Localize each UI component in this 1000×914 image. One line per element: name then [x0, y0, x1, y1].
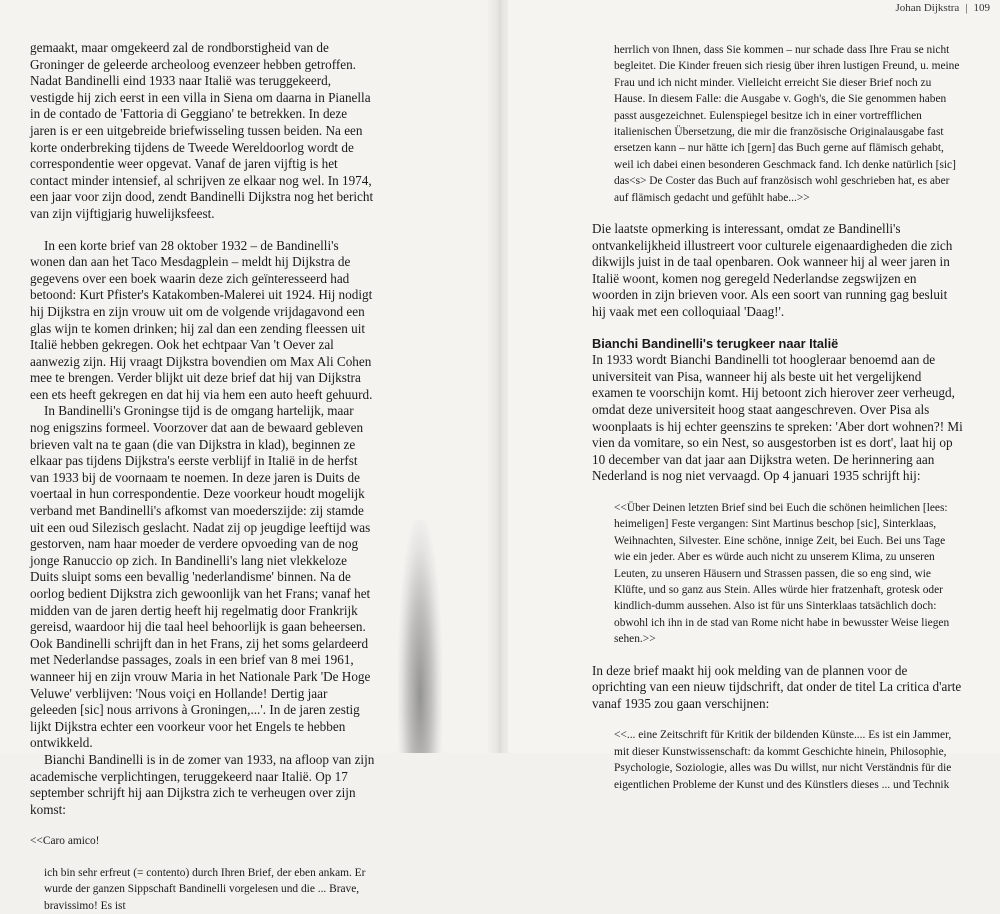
header-author: Johan Dijkstra: [895, 2, 960, 14]
left-page: [0, 0, 492, 912]
left-quote-body: ich bin sehr erfreut (= contento) durch Ihren Brief, der eben ankam. Er wurde der ganzen Sippschaft Bandinelli vorgelesen und die ... Brave, bravissimo! Es ist: [44, 866, 366, 912]
section-heading: Bianchi Bandinelli's terugkeer naar Italië: [592, 335, 839, 351]
right-quote-bottom: <<... eine Zeitschrift für Kritik der bildenden Künste.... Es ist ein Jammer, mit dieser Kunstwissenschaft: da kommt Geschichte hinein, Philosophie, Psychologie, Soziologie, alles was Du willst, nur nicht Verständnis für die eigentlichen Probleme der Kunst und des Künstlers dieses ... und Technik: [614, 729, 952, 791]
left-quote-salutation: <<Caro amico!: [30, 835, 100, 848]
right-paragraph-3: In deze brief maakt hij ook melding van de plannen voor de oprichting van een nieuw tijdschrift, dat onder de titel La critica d'arte vanaf 1935 zou gaan verschijnen:: [592, 662, 962, 711]
right-column: [592, 42, 964, 793]
left-column: [30, 40, 375, 914]
header-separator: |: [965, 2, 968, 14]
left-paragraph-2: In een korte brief van 28 oktober 1932 – de Bandinelli's wonen dan aan het Taco Mesdagplein – meldt hij Dijkstra de gegevens over een boek waarin deze zich geïnteresseerd had betoond: Kurt Pfister's Katakomben-Malerei uit 1924. Hij nodigt hij Dijkstra en zijn vrouw uit om de volgende vrijdagavond een glas wijn te komen drinken; hij zal dan een zending fleessen uit Italië hebben gekregen. Ook het echtpaar Van 't Oever zal aanwezig zijn. Hij vraagt Dijkstra bovendien om Max Ali Cohen mee te brengen. Verder blijkt uit deze brief dat hij van Dijkstra een ets heeft gekregen en dat hij via hem een auto heeft gehuurd.: [30, 237, 373, 402]
right-page: [508, 0, 1000, 791]
right-quote-middle: <<Über Deinen letzten Brief sind bei Euch die schönen heimlichen [lees: heimeligen] Feste vergangen: Sint Martinus beschop [sic], Sinterklaas, Weihnachten, Silvester. Eine schöne, innige Zeit, bei Euch. Bei uns Tage wie ein jeder. Aber es würde auch nicht zu unserem Klima, zu unseren Leuten, zu unseren Häusern und Strassen passen, die so eng sind, wie Klüfte, und so ganz aus Stein. Alles würde hier fratzenhaft, grotesk oder kindlich-dumm aussehen. Also ist für uns Sinterklaas tatsächlich doch: obwohl ich ihn in de stad van Rome nicht habe in bewusster Weise liegen sehen.>>: [614, 501, 950, 646]
right-quote-top: herrlich von Ihnen, dass Sie kommen – nur schade dass Ihre Frau se nicht begleitet. Die Kinder freuen sich riesig über ihren lustigen Freund, u. meine Frau und ich nicht minder. Vielleicht erreicht Sie dieser Brief noch zu Hause. In diesem Falle: die Ausgabe v. Gogh's, die Sie genommen haben passt ausgezeichnet. Eulenspiegel besitze ich in einer vortrefflichen italienischen Übersetzung, die mir die französische Originalausgabe fast ersetzen kann – nur hätte ich [gern] das Buch gerne auf flämisch gehabt, weil ich dabei einen besonderen Geschmack fand. Ich denke natürlich [sic] das<s> De Coster das Buch auf französisch wohl geschrieben hat, es aber auf flämisch gedacht und gefühlt habe...>>: [614, 44, 960, 204]
scan-shadow: [398, 520, 442, 753]
right-paragraph-1: Die laatste opmerking is interessant, omdat ze Bandinelli's ontvankelijkheid illustreert voor culturele eigenaardigheden die zich dikwijls juist in de taal openbaren. Ook wanneer hij al weer jaren in Italië woont, komen nog geregeld Nederlandse zegswijzen en woorden in zijn brieven voor. Als een soort van running gag besluit hij vaak met een colloquiaal 'Daag!'.: [592, 221, 953, 320]
left-paragraph-4: Bianchi Bandinelli is in de zomer van 1933, na afloop van zijn academische verplichtingen, teruggekeerd naar Italië. Op 17 september schrijft hij aan Dijkstra zich te verheugen over zijn komst:: [30, 751, 375, 817]
left-paragraph-1: gemaakt, maar omgekeerd zal de rondborstigheid van de Groninger de geleerde archeoloog evenzeer hebben getroffen. Nadat Bandinelli eind 1933 naar Italië was teruggekeerd, vestigde hij zich eerst in een villa in Siena om daarna in Pianella in de contado de 'Fattoria di Geggiano' te betrekken. In deze jaren is er een uitgebreide briefwisseling tussen beiden. Na een korte onderbreking tijdens de Tweede Wereldoorlog wordt de correspondentie weer opgevat. Vanaf de jaren vijftig is het contact minder intensief, al schrijven ze elkaar nog wel. In 1974, een jaar voor zijn dood, zendt Bandinelli Dijkstra nog het bericht van zijn vijftigjarig huwelijksfeest.: [30, 40, 374, 221]
right-paragraph-2: In 1933 wordt Bianchi Bandinelli tot hoogleraar benoemd aan de universiteit van Pisa, wanneer hij als beste uit het vergelijkend examen te voorschijn komt. Hij betoont zich hierover zeer verheugd, omdat deze universiteit hoog staat aangeschreven. Over Pisa als woonplaats is hij echter geenszins te spreken: 'Aber dort wohnen?! Mi vien da vomitare, so ein Nest, so ausgestorben ist es dort', laat hij op 10 december van dat jaar aan Dijkstra weten. De herinnering aan Nederland is nog niet vervaagd. Op 4 januari 1935 schrijft hij:: [592, 352, 963, 484]
running-header: [895, 2, 990, 14]
left-paragraph-3: In Bandinelli's Groningse tijd is de omgang hartelijk, maar nog enigszins formeel. Voorzover dat aan de bewaard gebleven brieven valt na te gaan (die van Dijkstra in klad), beginnen ze elkaar pas tijdens Dijkstra's eerste verblijf in Italië in de herfst van 1933 bij de voornaam te noemen. In deze jaren is Duits de voertaal in hun correspondentie. Deze voorkeur houdt mogelijk verband met Bandinelli's afkomst van moederszijde: zij stamde uit een oud Silezisch geslacht. Nadat zij op jeugdige leeftijd was gestorven, nam haar moeder de verdere opvoeding van de nog jonge Ranuccio op zich. In Bandinelli's lang niet vlekkeloze Duits sluipt soms een bevallig 'nederlandisme' binnen. Na de oorlog bedient Dijkstra zich gewoonlijk van het Frans; vanaf het midden van de jaren dertig heeft hij regelmatig door Frankrijk gereisd, waardoor hij die taal heel behoorlijk is gaan beheersen. Ook Bandinelli schrijft dan in het Frans, zij het soms gelardeerd met Nederlandse passages, zoals in een brief van 8 mei 1961, wanneer hij en zijn vrouw Maria in het Nationale Park 'De Hoge Veluwe' verblijven: 'Nous voiçi en Hollande! Dertig jaar geleeden [sic] nous arrivons à Groningen,...'. In de jaren zestig lijkt Dijkstra echter een voorkeur voor het Engels te hebben ontwikkeld.: [30, 403, 371, 751]
header-page-number: 109: [973, 2, 990, 14]
